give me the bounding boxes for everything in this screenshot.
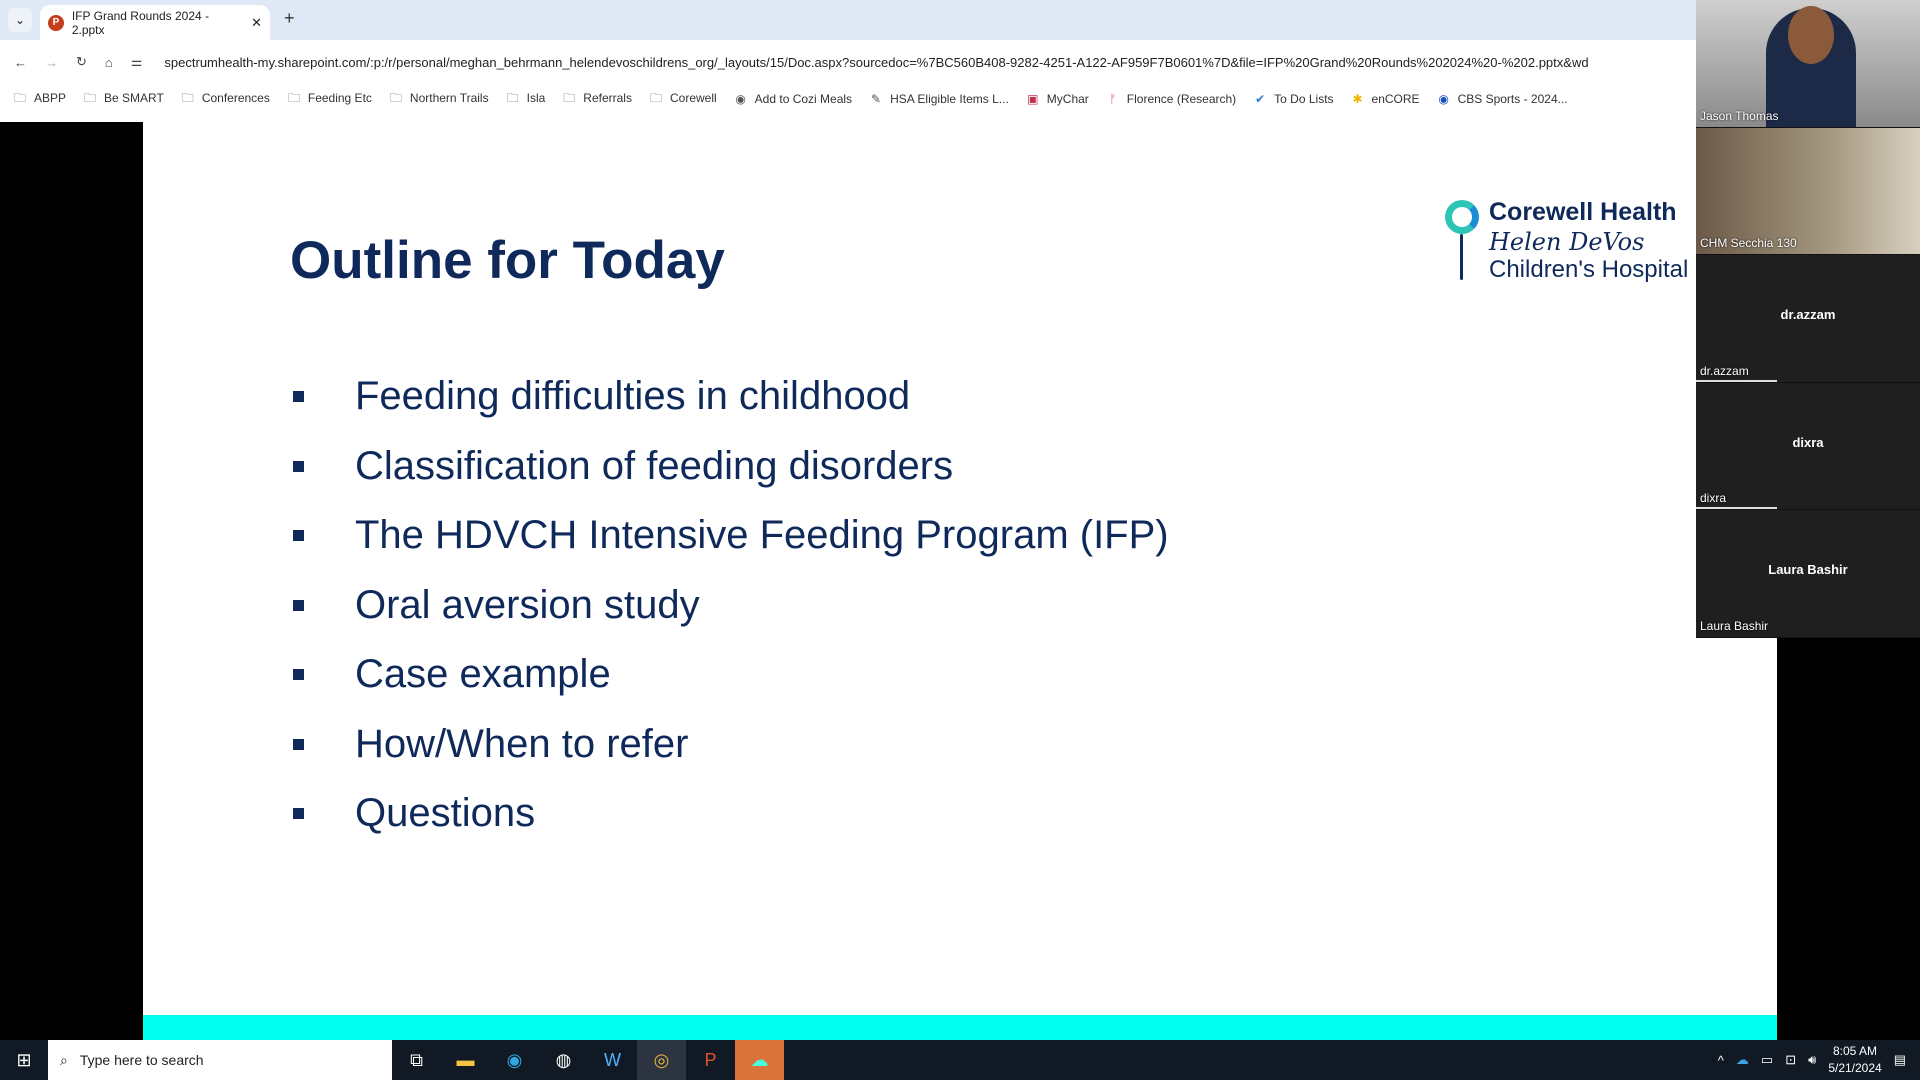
bookmark-label: MyChar xyxy=(1046,92,1089,106)
bookmark-label: Northern Trails xyxy=(409,90,489,105)
bookmark-item[interactable] xyxy=(1025,92,1089,106)
bookmark-label: Feeding Etc xyxy=(307,90,372,105)
bookmark-label: ABPP xyxy=(34,90,67,105)
onedrive-icon[interactable]: ☁ xyxy=(1735,1052,1749,1067)
back-icon[interactable]: ← xyxy=(14,54,27,70)
participant-name: CHM Secchia 130 xyxy=(1700,236,1797,251)
check-icon: ✔ xyxy=(1255,92,1266,106)
bullet-text: Case example xyxy=(355,652,611,697)
participant-display-name: Laura Bashir xyxy=(1768,562,1848,578)
clock[interactable] xyxy=(1828,1043,1881,1077)
bookmark-item[interactable] xyxy=(868,92,1009,106)
bookmarks-bar xyxy=(0,84,1696,114)
logo-mark-icon xyxy=(1445,200,1479,234)
webex-meeting-icon[interactable]: ☁ xyxy=(735,1040,784,1080)
bookmark-label: To Do Lists xyxy=(1274,92,1334,106)
bullet-icon xyxy=(293,530,304,541)
bullet-item xyxy=(293,432,1169,502)
forward-icon[interactable]: → xyxy=(45,54,58,70)
site-info-icon[interactable]: ⚌ xyxy=(130,54,143,69)
bookmark-label: HSA Eligible Items L... xyxy=(890,92,1009,106)
bullet-text: Questions xyxy=(355,791,536,836)
folder-icon: 🗀︎ xyxy=(181,90,194,105)
bullet-text: How/When to refer xyxy=(355,721,689,766)
bookmark-label: enCORE xyxy=(1371,92,1420,106)
app-icon[interactable]: ◍ xyxy=(555,1049,572,1070)
bullet-item xyxy=(293,779,1169,849)
bookmark-item[interactable] xyxy=(1252,92,1333,106)
bookmark-item[interactable] xyxy=(1350,92,1420,106)
edge-icon[interactable]: ◉ xyxy=(506,1049,523,1070)
logo-line3: Children's Hospital xyxy=(1489,256,1689,283)
participant-tile[interactable] xyxy=(1696,383,1920,511)
bookmark-item[interactable] xyxy=(561,89,632,110)
slide-footer-bar xyxy=(143,1015,1777,1040)
reload-icon[interactable]: ↻ xyxy=(76,54,87,69)
bullet-item xyxy=(293,362,1169,432)
video-feed xyxy=(1788,6,1834,64)
participant-name: Laura Bashir xyxy=(1700,618,1769,633)
bullet-item xyxy=(293,640,1169,710)
address-bar-row xyxy=(0,40,1696,84)
bullet-list xyxy=(293,362,1169,849)
bullet-icon xyxy=(293,808,304,819)
taskbar-search[interactable] xyxy=(48,1040,392,1080)
bookmark-label: Florence (Research) xyxy=(1126,92,1237,106)
bookmark-label: Corewell xyxy=(669,90,717,105)
participant-display-name: dixra xyxy=(1792,434,1824,450)
folder-icon: 🗀︎ xyxy=(84,90,97,105)
close-tab-icon[interactable]: ✕ xyxy=(251,14,262,30)
bullet-icon xyxy=(293,600,304,611)
participant-tile[interactable] xyxy=(1696,255,1920,383)
powerpoint-icon: P xyxy=(48,15,64,31)
participant-name: Jason Thomas xyxy=(1700,108,1779,123)
chrome-icon[interactable]: ◎ xyxy=(637,1040,686,1080)
bookmark-label: Isla xyxy=(526,90,546,105)
task-view-icon[interactable]: ⧉ xyxy=(410,1049,423,1070)
florence-icon: ᚠ xyxy=(1109,92,1117,106)
mychart-icon: ▣ xyxy=(1027,92,1039,106)
new-tab-button[interactable]: + xyxy=(284,8,295,28)
bullet-icon xyxy=(293,739,304,750)
bullet-item xyxy=(293,571,1169,641)
globe-icon: ◉ xyxy=(735,92,746,106)
bookmark-item[interactable] xyxy=(505,89,546,110)
bookmark-item[interactable] xyxy=(1436,92,1568,106)
bullet-icon xyxy=(293,391,304,402)
folder-icon: 🗀︎ xyxy=(287,90,300,105)
bookmark-label: Referrals xyxy=(583,90,632,105)
webex-icon[interactable]: W xyxy=(604,1049,621,1070)
tab-bar xyxy=(0,0,1696,40)
bookmark-item[interactable] xyxy=(733,92,852,106)
participant-tile[interactable] xyxy=(1696,0,1920,128)
folder-icon: 🗀︎ xyxy=(13,90,26,105)
slide-title: Outline for Today xyxy=(290,231,725,290)
logo-line2: Helen DeVos xyxy=(1489,228,1645,256)
windows-start-icon[interactable]: ⊞ xyxy=(16,1049,32,1070)
hsa-icon: ✎ xyxy=(871,92,882,106)
participant-name: dr.azzam xyxy=(1700,363,1749,378)
powerpoint-taskbar-icon[interactable]: P xyxy=(704,1049,717,1070)
bullet-item xyxy=(293,501,1169,571)
bullet-text: The HDVCH Intensive Feeding Program (IFP) xyxy=(355,513,1169,558)
taskbar xyxy=(0,1040,1920,1080)
bullet-text: Oral aversion study xyxy=(355,582,700,627)
bullet-item xyxy=(293,710,1169,780)
folder-icon: 🗀︎ xyxy=(506,90,519,105)
folder-icon: 🗀︎ xyxy=(649,90,662,105)
bookmark-label: Conferences xyxy=(201,90,270,105)
search-icon: ⌕ xyxy=(60,1051,68,1068)
bullet-icon xyxy=(293,669,304,680)
star-icon: ✱ xyxy=(1352,92,1363,106)
bookmark-item[interactable] xyxy=(82,89,164,110)
home-icon[interactable]: ⌂ xyxy=(104,54,113,70)
bookmark-item[interactable] xyxy=(1105,92,1236,106)
network-icon[interactable]: ⊡ xyxy=(1785,1052,1797,1067)
volume-icon[interactable]: 🔊︎ xyxy=(1808,1052,1817,1067)
bookmark-item[interactable] xyxy=(12,89,66,110)
cbs-icon: ◉ xyxy=(1438,92,1449,106)
slide xyxy=(143,122,1777,1015)
participants-panel xyxy=(1696,0,1920,638)
browser-tab[interactable] xyxy=(40,5,270,40)
participant-tile[interactable] xyxy=(1696,128,1920,256)
bookmark-item[interactable] xyxy=(286,89,372,110)
folder-icon: 🗀︎ xyxy=(389,90,402,105)
bookmark-label: Be SMART xyxy=(104,90,164,105)
bookmark-item[interactable] xyxy=(180,89,270,110)
participant-tile[interactable] xyxy=(1696,510,1920,638)
url-input[interactable]: spectrumhealth-my.sharepoint.com/:p:/r/personal/meghan_behrmann_helendevoschildrens_org/_layouts/15/Doc.aspx?sourcedoc=%7BC560B408-9282-4251-A122-AF959F7B0601%7D&file=IFP%20Grand%20Rounds%202024%20-%202.pptx&wd xyxy=(164,54,1589,70)
bullet-icon xyxy=(293,461,304,472)
bookmark-label: Add to Cozi Meals xyxy=(754,92,853,106)
tab-title: IFP Grand Rounds 2024 - 2.pptx xyxy=(71,8,210,37)
tab-search-dropdown[interactable]: ⌄ xyxy=(8,8,32,32)
logo-line1: Corewell Health xyxy=(1489,198,1677,226)
bullet-text: Feeding difficulties in childhood xyxy=(355,374,911,419)
battery-icon[interactable]: ▭ xyxy=(1760,1052,1774,1067)
system-tray xyxy=(1718,1043,1920,1077)
participant-display-name: dr.azzam xyxy=(1780,307,1836,323)
participant-name: dixra xyxy=(1700,491,1727,506)
search-placeholder: Type here to search xyxy=(79,1052,204,1068)
folder-icon: 🗀︎ xyxy=(563,90,576,105)
date: 5/21/2024 xyxy=(1828,1061,1882,1075)
bookmark-item[interactable] xyxy=(388,89,489,110)
bookmark-item[interactable] xyxy=(648,89,717,110)
chevron-up-icon[interactable]: ^ xyxy=(1717,1052,1724,1068)
notifications-icon[interactable]: ▤ xyxy=(1893,1052,1906,1067)
time: 8:05 AM xyxy=(1832,1044,1878,1058)
bookmark-label: CBS Sports - 2024... xyxy=(1457,92,1568,106)
bullet-text: Classification of feeding disorders xyxy=(355,443,954,488)
file-explorer-icon[interactable]: ▬ xyxy=(456,1049,475,1070)
